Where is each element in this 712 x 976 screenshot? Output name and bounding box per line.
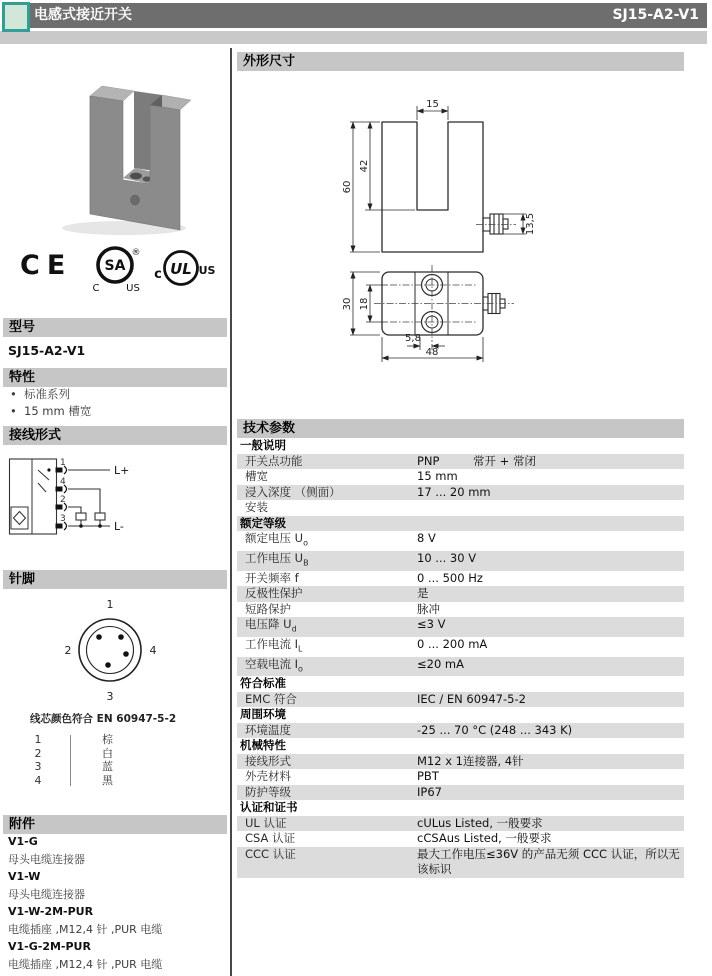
svg-text:US: US — [126, 283, 140, 294]
pin-label-left: 2 — [64, 644, 72, 657]
product-photo — [28, 62, 198, 242]
feature-text: 标准系列 — [24, 387, 70, 401]
spec-row — [237, 785, 684, 801]
spec-label: 接线形式 — [245, 753, 291, 768]
wire-color-row — [30, 760, 113, 774]
spec-label: 工作电流 $I_L$ — [245, 636, 303, 654]
section-header-pinout: 针脚 — [3, 570, 227, 589]
accessory-description: 电缆插座 ,M12,4 针 ,PUR 电缆 — [8, 957, 163, 971]
spec-row — [237, 723, 684, 739]
svg-text:®: ® — [131, 248, 141, 258]
spec-value: 0 ... 500 Hz — [417, 570, 483, 585]
spec-value: 8 V — [417, 531, 436, 545]
features-list — [10, 386, 91, 420]
spec-value-2: 常开 + 常闭 — [473, 453, 536, 468]
wire-color-name: 白 — [102, 746, 113, 760]
wire-color-table — [30, 733, 113, 787]
wire-color-name: 黑 — [102, 773, 113, 787]
wire-table-divider — [70, 735, 71, 786]
spec-group-header: 认证和证书 — [240, 800, 298, 815]
spec-group-header: 机械特性 — [240, 738, 286, 753]
dim-label: 15 — [426, 99, 439, 110]
spec-group-header: 一般说明 — [240, 438, 286, 452]
accessory-name: V1-W — [8, 870, 41, 883]
wire-color-heading: 线芯颜色符合 EN 60947-5-2 — [30, 713, 177, 725]
spec-label: 浸入深度 （侧面） — [245, 484, 341, 499]
section-header-dimensions: 外形尺寸 — [237, 52, 684, 71]
spec-row — [237, 692, 684, 708]
dim-label: 30 — [342, 297, 353, 311]
ul-mark-icon — [148, 245, 216, 293]
csa-mark-icon — [88, 243, 146, 295]
spec-value: 最大工作电压≤36V 的产品无须 CCC 认证，所以无该标识 — [417, 846, 680, 877]
spec-row — [237, 571, 684, 587]
accessory-name: V1-W-2M-PUR — [8, 905, 94, 918]
spec-label: CCC 认证 — [245, 846, 296, 861]
pin-label-bottom: 3 — [106, 690, 114, 703]
section-header-technical-data: 技术参数 — [237, 419, 684, 438]
spec-label: 工作电压 $U_B$ — [245, 550, 309, 568]
wire-pin-number: 2 — [34, 746, 42, 760]
spec-label: 反极性保护 — [245, 586, 303, 601]
technical-data-table — [237, 438, 684, 878]
wiring-diagram — [8, 450, 193, 545]
spec-row — [237, 469, 684, 485]
spec-value: IP67 — [417, 784, 442, 799]
spec-row — [237, 531, 684, 551]
svg-text:SA: SA — [104, 258, 126, 274]
pin-label-right: 4 — [149, 644, 157, 657]
spec-row — [237, 754, 684, 770]
spec-value: 是 — [417, 586, 429, 601]
spec-group-header: 符合标准 — [240, 676, 286, 691]
spec-value: PBT — [417, 769, 439, 784]
svg-text:c: c — [154, 267, 162, 282]
spec-value: -25 ... 70 °C (248 ... 343 K) — [417, 722, 573, 737]
spec-row — [237, 617, 684, 637]
feature-text: 15 mm 槽宽 — [24, 404, 92, 418]
page-title: 电感式接近开关 — [34, 7, 132, 23]
spec-label: 环境温度 — [245, 722, 291, 737]
spec-row — [237, 551, 684, 571]
accessory-description: 母头电缆连接器 — [8, 887, 85, 901]
svg-text:UL: UL — [170, 260, 192, 278]
header-model-number: SJ15-A2-V1 — [612, 7, 699, 23]
spec-label: CSA 认证 — [245, 831, 296, 846]
spec-label: 安装 — [245, 500, 268, 514]
supply-plus-label: L+ — [114, 464, 130, 477]
pin-number: 4 — [60, 477, 66, 487]
spec-row — [237, 586, 684, 602]
spec-value: IEC / EN 60947-5-2 — [417, 691, 526, 706]
accessory-description: 电缆插座 ,M12,4 针 ,PUR 电缆 — [8, 922, 163, 936]
dim-label: 48 — [425, 347, 439, 358]
spec-group-header: 周围环境 — [240, 707, 286, 722]
wire-color-row — [30, 747, 113, 761]
spec-label: 槽宽 — [245, 469, 268, 483]
spec-value: cULus Listed, 一般要求 — [417, 815, 543, 830]
wire-color-name: 蓝 — [102, 760, 113, 773]
accessory-name: V1-G — [8, 835, 38, 848]
section-header-features: 特性 — [3, 368, 227, 387]
spec-label: 开关频率 f — [245, 570, 299, 585]
svg-text:C: C — [92, 283, 100, 294]
pin-number: 3 — [60, 514, 66, 524]
spec-value: ≤20 mA — [417, 656, 464, 671]
dim-label: 13,5 — [525, 212, 536, 236]
wire-pin-number: 4 — [34, 773, 42, 787]
pin-number: 1 — [60, 458, 66, 468]
spec-value: 脉冲 — [417, 601, 440, 616]
spec-label: 电压降 $U_d$ — [245, 617, 297, 634]
section-header-accessories: 附件 — [3, 815, 227, 834]
pinout-diagram — [58, 596, 162, 704]
section-header-connection: 接线形式 — [3, 426, 227, 445]
spec-value: M12 x 1连接器, 4针 — [417, 753, 524, 768]
spec-row — [237, 485, 684, 501]
spec-row — [237, 602, 684, 618]
accessory-name: V1-G-2M-PUR — [8, 940, 91, 953]
accessory-description: 母头电缆连接器 — [8, 852, 85, 866]
wire-pin-number: 3 — [34, 760, 42, 773]
dimension-drawing — [240, 78, 684, 408]
spec-row — [237, 500, 684, 516]
dim-label: 18 — [359, 297, 370, 311]
spec-value: 17 ... 20 mm — [417, 484, 491, 499]
spec-group-header: 额定等级 — [237, 516, 684, 532]
section-header-model: 型号 — [3, 318, 227, 337]
spec-row — [237, 816, 684, 832]
feature-item — [10, 403, 91, 420]
bullet-icon: • — [10, 387, 17, 401]
spec-row — [237, 769, 684, 785]
spec-label: UL 认证 — [245, 815, 287, 830]
spec-value: ≤3 V — [417, 617, 446, 632]
spec-row — [237, 847, 684, 878]
spec-label: 外壳材料 — [245, 769, 291, 784]
brand-square-icon — [2, 2, 30, 32]
spec-value: 15 mm — [417, 469, 458, 483]
supply-minus-label: L- — [114, 520, 124, 533]
header-substrip — [0, 31, 707, 44]
spec-value — [417, 500, 684, 516]
accessories-list — [8, 833, 223, 973]
spec-row — [237, 657, 684, 677]
model-number: SJ15-A2-V1 — [8, 343, 86, 358]
wire-pin-number: 1 — [34, 733, 42, 746]
ce-mark-icon: CE — [20, 250, 73, 281]
wire-color-row — [30, 774, 113, 788]
feature-item — [10, 386, 91, 403]
spec-value: cCSAus Listed, 一般要求 — [417, 831, 552, 846]
spec-row — [237, 637, 684, 657]
spec-label: 防护等级 — [245, 784, 291, 799]
spec-value: PNP — [417, 453, 440, 468]
spec-row — [237, 454, 684, 470]
spec-label: EMC 符合 — [245, 691, 297, 706]
dim-label: 42 — [359, 159, 370, 173]
spec-value: 0 ... 200 mA — [417, 636, 488, 651]
dim-label: 5,8 — [405, 333, 421, 344]
column-divider — [230, 48, 232, 976]
wire-color-row — [30, 733, 113, 747]
svg-text:US: US — [198, 264, 216, 277]
spec-label: 空载电流 $I_o$ — [245, 656, 303, 673]
spec-label: 开关点功能 — [245, 453, 303, 468]
bullet-icon: • — [10, 404, 17, 418]
wire-color-name: 棕 — [102, 733, 113, 746]
dim-label: 60 — [342, 180, 353, 194]
spec-row — [237, 831, 684, 847]
spec-value: 10 ... 30 V — [417, 550, 477, 565]
pin-number: 2 — [60, 495, 66, 505]
pin-label-top: 1 — [106, 598, 114, 611]
spec-label: 短路保护 — [245, 601, 291, 616]
spec-label: 额定电压 $U_o$ — [245, 531, 308, 548]
